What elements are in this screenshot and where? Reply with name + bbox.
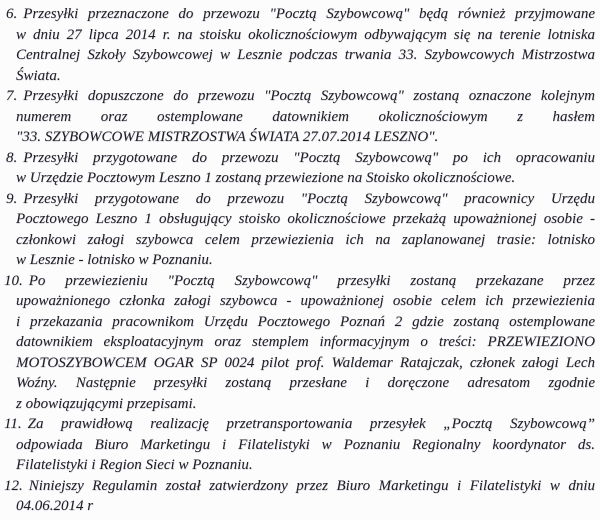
item-text: Za prawidłową realizację przetransportowania przesyłek „Pocztą Szybowcową” bbox=[27, 416, 595, 432]
text-line: odpowiada Biuro Marketingu i Filatelistyki w Poznaniu Regionalny koordynator ds. bbox=[16, 436, 595, 453]
list-item-7 bbox=[6, 86, 595, 148]
item-text: Przesyłki przygotowane do przewozu "Pocztą Szybowcową" pracownicy Urzędu bbox=[23, 190, 595, 207]
text-line: w Urzędzie Pocztowym Leszno 1 zostaną przewiezione na Stoisko okolicznościowe. bbox=[16, 170, 516, 186]
item-number: 9. bbox=[6, 190, 18, 207]
text-line bbox=[6, 86, 595, 107]
text-line bbox=[6, 148, 595, 169]
item-text: Po przewiezieniu "Pocztą Szybowcową" przesyłki zostaną przekazane przez bbox=[28, 272, 595, 289]
text-line: członkowi załogi szybowca celem przewiezienia ich na zaplanowanej trasie: lotnisko bbox=[16, 231, 595, 248]
text-line bbox=[6, 4, 595, 25]
item-text: Niniejszy Regulamin został zatwierdzony przez Biuro Marketingu i Filatelistyki w dniu bbox=[28, 477, 595, 494]
text-line: i przekazania pracownikom Urzędu Pocztowego Poznań 2 gdzie zostaną ostemplowane bbox=[16, 313, 595, 330]
list-item-6 bbox=[6, 4, 595, 86]
text-line bbox=[4, 414, 595, 435]
text-line: Filatelistyki i Region Sieci w Poznaniu. bbox=[16, 457, 253, 473]
item-text: Przesyłki dopuszczone do przewozu "Pocztą Szybowcową" zostaną oznaczone kolejnym bbox=[23, 88, 595, 104]
text-line bbox=[4, 476, 595, 497]
item-number: 11. bbox=[4, 416, 22, 432]
text-line: Centralnej Szkoły Szybowcowej w Lesznie podczas trwania 33. Szybowcowych Mistrzostwa bbox=[16, 47, 595, 63]
item-text: Przesyłki przygotowane do przewozu "Pocztą Szybowcową" po ich opracowaniu bbox=[23, 149, 595, 166]
list-item-9 bbox=[6, 189, 595, 271]
text-line bbox=[4, 271, 595, 292]
item-number: 12. bbox=[4, 477, 23, 494]
item-number: 6. bbox=[6, 6, 18, 22]
text-line: MOTOSZYBOWCEM OGAR SP 0024 pilot prof. Waldemar Ratajczak, członek załogi Lech bbox=[16, 354, 595, 371]
list-item-11 bbox=[6, 414, 595, 476]
text-line bbox=[6, 189, 595, 210]
item-number: 10. bbox=[4, 272, 23, 289]
item-text: Przesyłki przeznaczone do przewozu "Pocztą Szybowcową" będą również przyjmowane bbox=[23, 6, 595, 22]
text-line: upoważnionego członka załogi szybowca - upoważnionej osobie celem ich przewiezienia bbox=[16, 293, 595, 309]
text-line: Pocztowego Leszno 1 obsługujący stoisko okolicznościowe przekażą upoważnionej osobie - bbox=[16, 211, 595, 227]
numbered-list bbox=[6, 4, 595, 517]
list-item-10 bbox=[6, 271, 595, 415]
text-line: z obowiązującymi przepisami. bbox=[16, 395, 197, 412]
list-item-8 bbox=[6, 148, 595, 189]
text-line: 04.06.2014 r bbox=[16, 498, 94, 514]
text-line: w Lesznie - lotnisko w Poznaniu. bbox=[16, 252, 213, 268]
text-line: "33. SZYBOWCOWE MISTRZOSTWA ŚWIATA 27.07.2014 LESZNO". bbox=[16, 129, 439, 145]
text-line: numerem oraz ostemplowane datownikiem okolicznościowym z hasłem bbox=[16, 108, 595, 125]
text-line: Świata. bbox=[16, 67, 61, 84]
text-line: w dniu 27 lipca 2014 r. na stoisku okolicznościowym odbywającym się na terenie lotniska bbox=[16, 26, 595, 43]
text-line: datownikiem eksploatacyjnym oraz stemplem informacyjnym o treści: PRZEWIEZIONO bbox=[16, 334, 595, 350]
list-item-12 bbox=[6, 476, 595, 517]
item-number: 7. bbox=[6, 88, 18, 104]
text-line: Woźny. Następnie przesyłki zostaną przesłane i doręczone adresatom zgodnie bbox=[16, 375, 595, 391]
item-number: 8. bbox=[6, 149, 18, 166]
